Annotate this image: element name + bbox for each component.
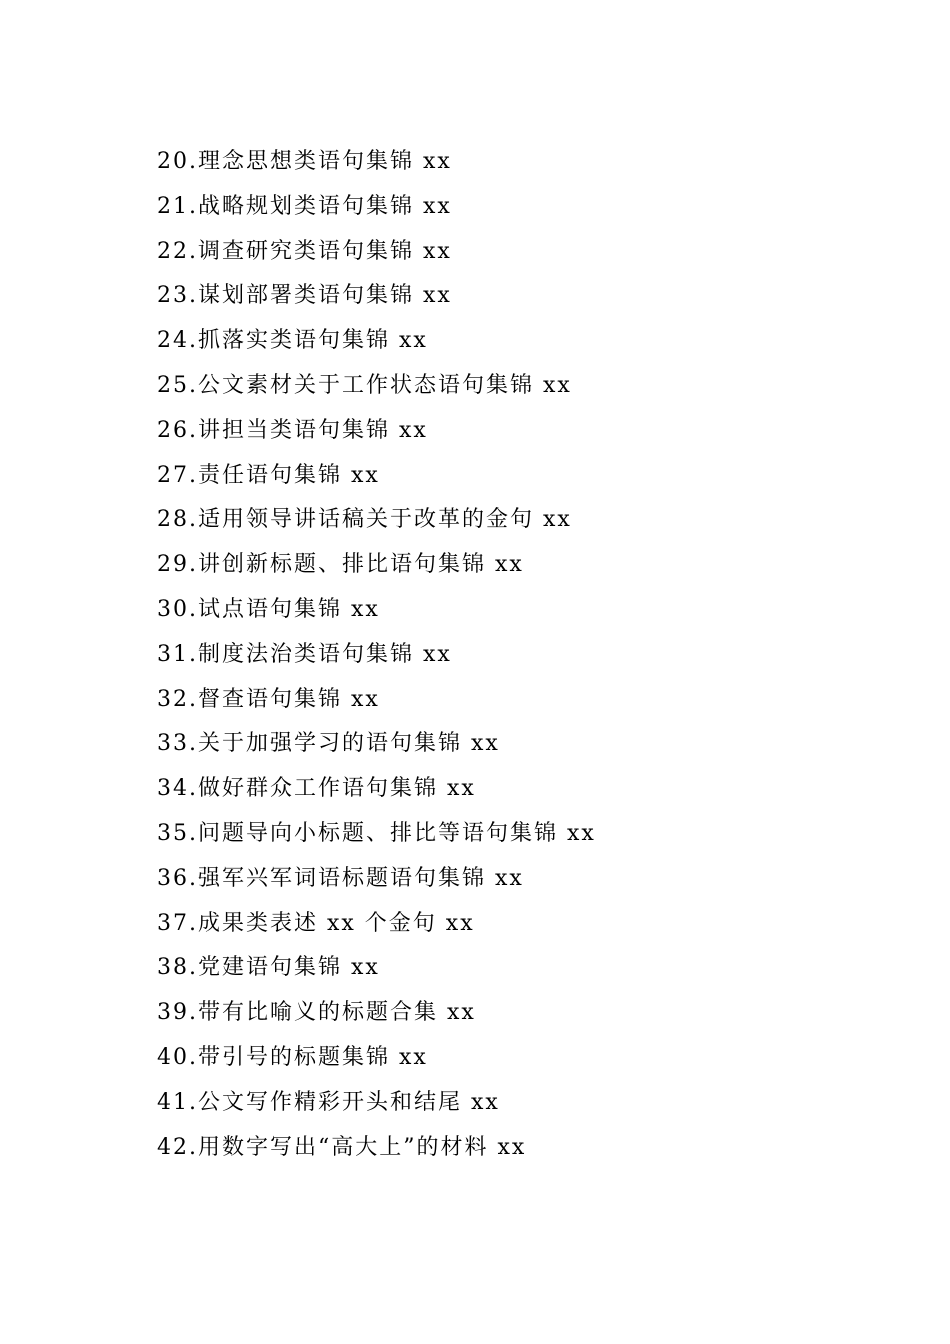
list-item: 26.讲担当类语句集锦 xx <box>157 417 428 443</box>
list-item: 37.成果类表述 xx 个金句 xx <box>157 910 475 936</box>
list-item: 41.公文写作精彩开头和结尾 xx <box>157 1089 500 1115</box>
list-item: 27.责任语句集锦 xx <box>157 462 380 488</box>
list-item: 32.督查语句集锦 xx <box>157 686 380 712</box>
list-item: 30.试点语句集锦 xx <box>157 596 380 622</box>
list-item: 21.战略规划类语句集锦 xx <box>157 193 452 219</box>
list-item: 28.适用领导讲话稿关于改革的金句 xx <box>157 507 572 533</box>
list-item: 33.关于加强学习的语句集锦 xx <box>157 731 500 757</box>
list-item: 39.带有比喻义的标题合集 xx <box>157 1000 476 1026</box>
list-item: 35.问题导向小标题、排比等语句集锦 xx <box>157 820 596 846</box>
list-item: 25.公文素材关于工作状态语句集锦 xx <box>157 372 572 398</box>
list-item: 24.抓落实类语句集锦 xx <box>157 328 428 354</box>
list-item: 23.谋划部署类语句集锦 xx <box>157 283 452 309</box>
list-item: 20.理念思想类语句集锦 xx <box>157 149 452 174</box>
list-item: 40.带引号的标题集锦 xx <box>157 1044 428 1070</box>
list-item: 22.调查研究类语句集锦 xx <box>157 238 452 264</box>
list-item: 36.强军兴军词语标题语句集锦 xx <box>157 865 524 891</box>
list-item: 42.用数字写出“高大上”的材料 xx <box>157 1134 527 1160</box>
list-item: 31.制度法治类语句集锦 xx <box>157 641 452 667</box>
list-item: 38.党建语句集锦 xx <box>157 955 380 981</box>
list-item: 34.做好群众工作语句集锦 xx <box>157 776 476 802</box>
list-item: 29.讲创新标题、排比语句集锦 xx <box>157 552 524 578</box>
toc-list <box>157 140 596 1170</box>
